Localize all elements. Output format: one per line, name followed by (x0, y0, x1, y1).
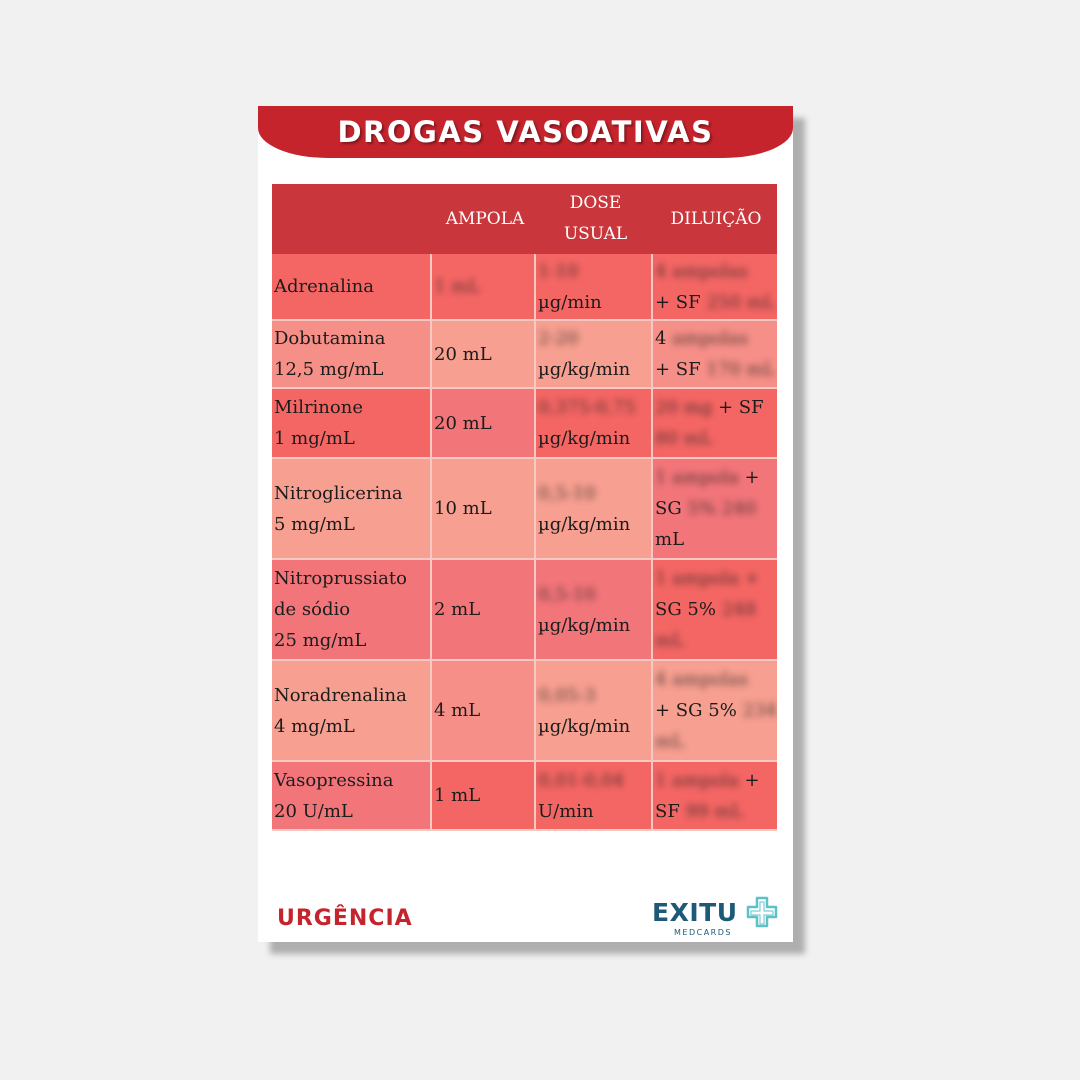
diluicao-cell-line (655, 493, 760, 524)
drug-name-cell (272, 389, 432, 459)
obscured-text: 0,01-0,04 (538, 769, 625, 791)
drug-name-line: Vasopressina (274, 769, 394, 791)
diluicao-cell (653, 560, 777, 661)
header-empty (272, 184, 432, 254)
diluicao-cell-line (655, 287, 775, 318)
ampola-cell (432, 560, 536, 661)
drug-name-cell (272, 321, 432, 389)
ampola-value: 2 mL (434, 599, 481, 620)
visible-text: U/min (538, 800, 594, 822)
brand-name: EXITU (652, 898, 738, 927)
title-banner (258, 106, 793, 158)
dose-cell-line (538, 287, 602, 318)
ampola-value: 20 mL (434, 412, 492, 434)
diluicao-cell-line (655, 423, 764, 454)
diluicao-cell (653, 661, 777, 762)
drug-name-line: 4 mg/mL (274, 715, 355, 737)
obscured-text: 1 ampola (655, 769, 739, 791)
dose-cell-lines (538, 579, 630, 641)
medical-cross-icon (746, 896, 778, 928)
diluicao-cell-line (655, 563, 760, 594)
drug-name (274, 271, 374, 302)
header-dose (536, 184, 653, 254)
drug-name (274, 392, 363, 454)
diluicao-cell (653, 459, 777, 560)
obscured-text: 1-10 (538, 260, 579, 282)
diluicao-cell-line (655, 462, 760, 493)
drug-name-line: Dobutamina (274, 328, 386, 349)
dose-cell-lines (538, 256, 602, 318)
drug-name-cell (272, 560, 432, 661)
visible-text: µg/kg/min (538, 359, 631, 380)
drug-name-cell (272, 762, 432, 831)
header-dose-line1: DOSE (569, 193, 622, 213)
obscured-text: 248 (721, 599, 757, 620)
brand-subtitle: MEDCARDS (674, 928, 732, 937)
dose-cell-line (538, 323, 630, 354)
visible-text: SG 5% (655, 599, 722, 620)
visible-text: + SF (712, 397, 764, 418)
ampola-value: 20 mL (434, 343, 492, 365)
header-dose-line2: USUAL (563, 224, 628, 244)
dose-cell-line (538, 256, 602, 287)
ampola-value-obscured: 1 mL (434, 276, 481, 297)
drug-name-cell (272, 459, 432, 560)
dose-cell-lines (538, 680, 630, 742)
drug-name-line: Nitroglicerina (274, 482, 403, 504)
ampola-cell (432, 459, 536, 560)
header-diluicao: DILUIÇÃO (653, 184, 777, 254)
visible-text: µg/kg/min (538, 715, 631, 737)
dose-cell (536, 560, 653, 661)
category-label: URGÊNCIA (277, 906, 413, 931)
dose-cell-lines (538, 323, 630, 385)
drug-name (274, 563, 407, 656)
dose-cell-line (538, 796, 624, 827)
diluicao-cell-lines (655, 323, 775, 385)
diluicao-cell-lines (655, 392, 764, 454)
diluicao-cell-line (655, 726, 777, 757)
obscured-text: 0,5-10 (538, 583, 596, 605)
ampola-cell (432, 661, 536, 762)
obscured-text: 4 ampolas (655, 669, 749, 690)
obscured-text: 5% 240 (687, 498, 757, 519)
drug-name (274, 478, 403, 540)
ampola-value: 4 mL (434, 700, 481, 721)
obscured-text: 20 mg (655, 397, 713, 418)
dose-cell-line (538, 579, 630, 610)
diluicao-cell-lines (655, 462, 760, 555)
dose-cell-line (538, 680, 630, 711)
ampola-value: 1 mL (434, 785, 481, 806)
drug-name (274, 680, 407, 742)
visible-text: + SG 5% (655, 700, 743, 721)
dose-cell-line (538, 423, 636, 454)
obscured-text: 2-20 (538, 328, 579, 349)
dose-cell-line (538, 509, 630, 540)
diluicao-cell-lines (655, 765, 760, 827)
diluicao-cell-lines (655, 563, 760, 656)
dose-cell-line (538, 354, 630, 385)
ampola-cell (432, 321, 536, 389)
drug-name-cell (272, 254, 432, 321)
dose-cell-line (538, 610, 630, 641)
obscured-text: 0,5-10 (538, 482, 596, 504)
obscured-text: 4 ampolas (655, 260, 749, 282)
header-ampola: AMPOLA (432, 184, 536, 254)
diluicao-cell (653, 762, 777, 831)
drug-name-cell (272, 661, 432, 762)
visible-text: mL (655, 529, 685, 550)
drug-name-line: 25 mg/mL (274, 630, 367, 651)
ampola-value: 10 mL (434, 498, 492, 519)
dose-cell (536, 321, 653, 389)
diluicao-cell-line (655, 392, 764, 423)
diluicao-cell-line (655, 256, 775, 287)
ampola-cell (432, 254, 536, 321)
visible-text: + (738, 769, 760, 791)
diluicao-cell (653, 389, 777, 459)
obscured-text: 0,375-0,75 (538, 397, 636, 418)
diluicao-cell (653, 254, 777, 321)
obscured-text: mL (655, 731, 685, 752)
dose-cell (536, 762, 653, 831)
obscured-text: 170 mL (706, 359, 776, 380)
drug-name (274, 323, 386, 385)
diluicao-cell-line (655, 796, 760, 827)
visible-text: 4 (655, 328, 673, 349)
visible-text: µg/kg/min (538, 513, 631, 535)
diluicao-cell-line (655, 765, 760, 796)
obscured-text: 0,05-3 (538, 684, 596, 706)
dose-cell (536, 661, 653, 762)
diluicao-cell-line (655, 625, 760, 656)
obscured-text: 1 ampola (655, 467, 739, 488)
dose-cell-lines (538, 392, 636, 454)
diluicao-cell (653, 321, 777, 389)
drug-name-line: 12,5 mg/mL (274, 359, 384, 380)
diluicao-cell-lines (655, 256, 775, 318)
obscured-text: 80 mL (655, 428, 713, 449)
drug-name-line: 1 mg/mL (274, 428, 355, 449)
visible-text: SF (655, 800, 686, 822)
dose-cell-line (538, 478, 630, 509)
diluicao-cell-line (655, 323, 775, 354)
diluicao-cell-line (655, 695, 777, 726)
diluicao-cell-line (655, 354, 775, 385)
drug-name-line: de sódio (274, 599, 351, 620)
obscured-text: ampolas (672, 328, 749, 349)
drug-name-line: Nitroprussiato (274, 568, 407, 589)
ampola-cell (432, 389, 536, 459)
obscured-text: 234 (742, 700, 777, 721)
dose-cell-line (538, 711, 630, 742)
drug-name-line: Noradrenalina (274, 684, 407, 706)
obscured-text: mL (655, 630, 685, 651)
obscured-text: 1 ampola + (655, 568, 760, 589)
visible-text: SG (655, 498, 688, 519)
visible-text: + SF (655, 291, 707, 313)
drug-name-line: 5 mg/mL (274, 513, 355, 535)
diluicao-cell-line (655, 594, 760, 625)
drug-name-line: Adrenalina (274, 276, 374, 297)
dose-cell-line (538, 765, 624, 796)
visible-text: µg/min (538, 291, 602, 313)
card-title: DROGAS VASOATIVAS (337, 115, 714, 149)
dose-cell-line (538, 392, 636, 423)
dose-cell (536, 254, 653, 321)
obscured-text: 250 mL (706, 291, 776, 313)
drug-name (274, 765, 394, 827)
dose-cell-lines (538, 478, 630, 540)
drug-name-line: 20 U/mL (274, 800, 353, 822)
drug-card (258, 106, 793, 942)
visible-text: µg/kg/min (538, 428, 631, 449)
dose-cell-lines (538, 765, 624, 827)
visible-text: + SF (655, 359, 707, 380)
visible-text: + (738, 467, 760, 488)
ampola-cell (432, 762, 536, 831)
dose-cell (536, 389, 653, 459)
drug-table (272, 184, 777, 831)
dose-cell (536, 459, 653, 560)
brand-logo (652, 890, 780, 940)
obscured-text: 99 mL (685, 800, 744, 822)
diluicao-cell-line (655, 664, 777, 695)
drug-name-line: Milrinone (274, 397, 363, 418)
diluicao-cell-line (655, 524, 760, 555)
diluicao-cell-lines (655, 664, 777, 757)
visible-text: µg/kg/min (538, 614, 631, 636)
